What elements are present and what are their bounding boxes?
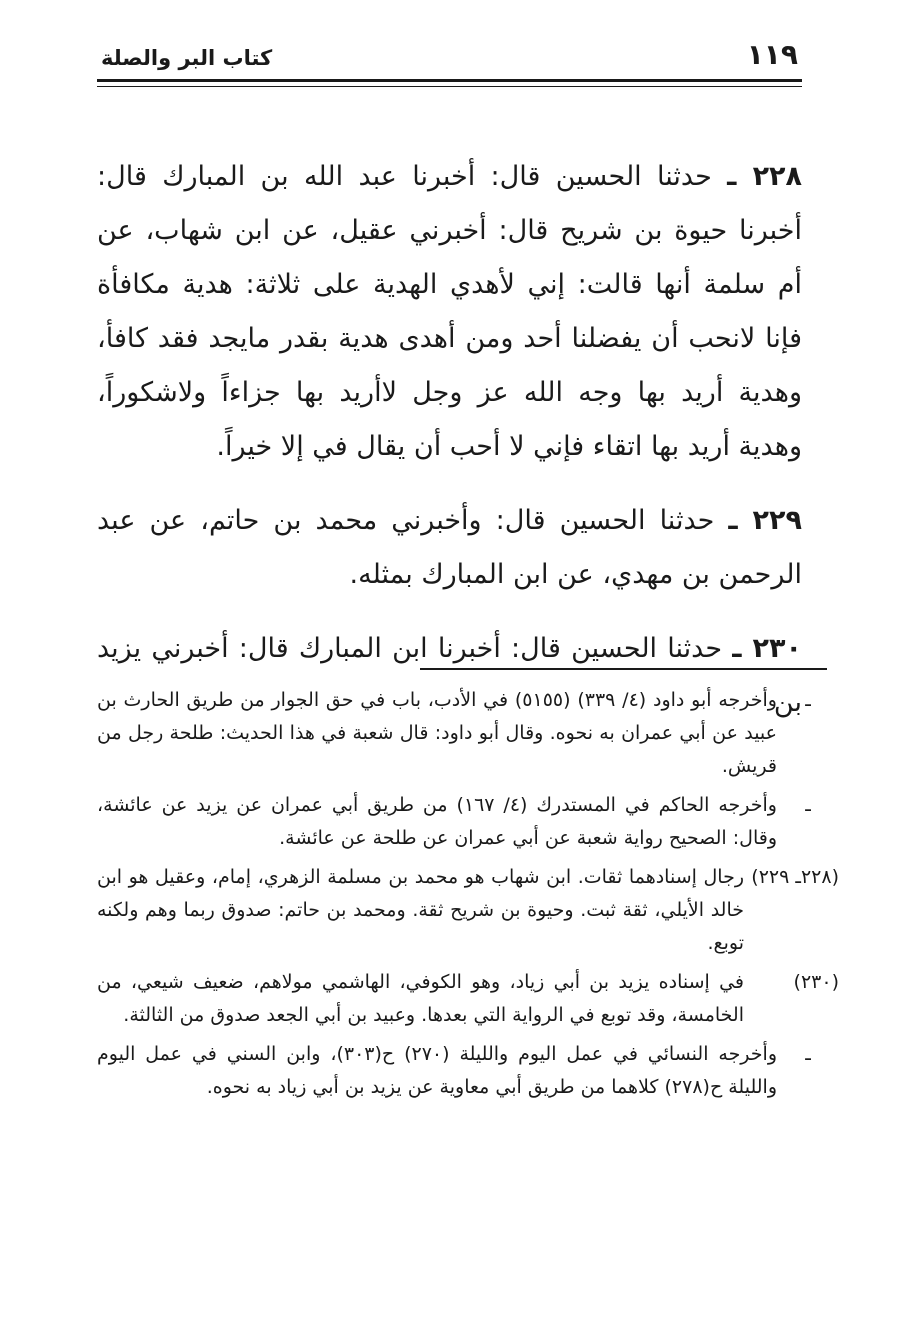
hadith-number: ٢٢٩ ـ [728,505,802,536]
footnote-marker: ـ [805,689,811,711]
hadith-text: حدثنا الحسين قال: وأخبرني محمد بن حاتم، عن عبد الرحمن بن مهدي، عن ابن المبارك بمثله. [97,505,802,590]
hadith-paragraph [97,150,802,474]
hadith-text: حدثنا الحسين قال: أخبرنا عبد الله بن المبارك قال: أخبرنا حيوة بن شريح قال: أخبرني عقيل، عن ابن شهاب، عن أم سلمة أنها قالت: إني لأهدي الهدية على ثلاثة: هدية مكافأة فإنا لانحب أن يفضلنا أحد ومن أهدى هدية بقدر مايجد فقد كافأ، وهدية أريد بها وجه الله عز وجل لاأريد بها جزاءاً ولاشكوراً، وهدية أريد بها اتقاء فإني لا أحب أن يقال في إلا خيراً. [97,161,802,462]
page-number: ١١٩ [746,38,798,71]
footnote [97,684,839,783]
header-rule-thin [97,86,802,87]
footnote-text: رجال إسنادهما ثقات. ابن شهاب هو محمد بن مسلمة الزهري، إمام، وعقيل هو ابن خالد الأيلي، ثقة ثبت. وحيوة بن شريح ثقة. ومحمد بن حاتم: صدوق ربما وهم ولكنه توبع. [97,866,744,954]
footnote-text: وأخرجه أبو داود (٤/ ٣٣٩) (٥١٥٥) في الأدب، باب في حق الجوار من طريق الحارث بن عبيد عن أبي عمران به نحوه. وقال أبو داود: قال شعبة في هذا الحديث: طلحة رجل من قريش. [97,689,777,777]
footnote-text: وأخرجه الحاكم في المستدرك (٤/ ١٦٧) من طريق أبي عمران عن يزيد عن عائشة، وقال: الصحيح رواية شعبة عن أبي عمران عن طلحة عن عائشة. [97,794,777,849]
footnote-separator [420,668,827,670]
hadith-text: حدثنا الحسين قال: أخبرنا ابن المبارك قال: أخبرني يزيد بن [97,633,802,718]
page-header [97,38,802,78]
footnote-marker: ـ [805,1043,811,1065]
hadith-paragraph [97,494,802,602]
header-rule-thick [97,79,802,82]
main-text [97,150,802,750]
hadith-number: ٢٣٠ ـ [732,633,802,664]
footnotes [97,684,839,1110]
running-title: كتاب البر والصلة [101,46,273,70]
footnote-marker: (٢٣٠) [793,971,839,993]
footnote-text: في إسناده يزيد بن أبي زياد، وهو الكوفي، الهاشمي مولاهم، ضعيف شيعي، من الخامسة، وقد توبع في الرواية التي بعدها. وعبيد بن أبي الجعد صدوق من الثالثة. [97,971,744,1026]
footnote-marker: (٢٢٨ـ ٢٢٩) [751,866,839,888]
footnote-marker: ـ [805,794,811,816]
footnote [97,966,839,1032]
footnote [97,1038,839,1104]
footnote-text: وأخرجه النسائي في عمل اليوم والليلة (٢٧٠) ح(٣٠٣)، وابن السني في عمل اليوم والليلة ح(٢٧٨) كلاهما من طريق أبي معاوية عن يزيد بن أبي زياد به نحوه. [97,1043,777,1098]
hadith-number: ٢٢٨ ـ [727,161,803,192]
footnote [97,789,839,855]
footnote [97,861,839,960]
